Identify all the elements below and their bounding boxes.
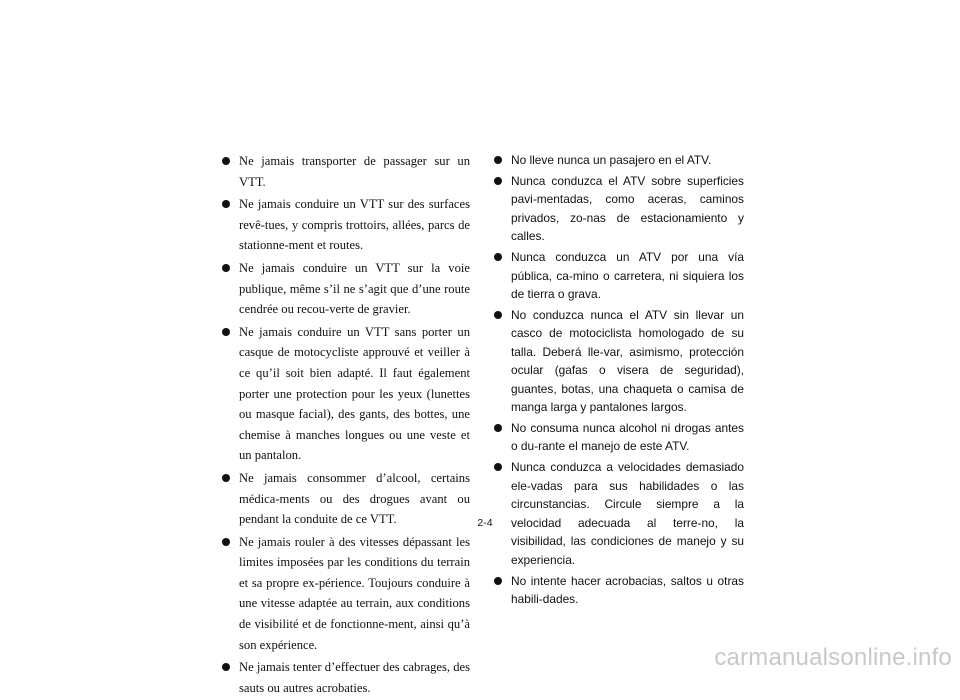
bullet-dot-icon	[222, 157, 230, 165]
spanish-bullet-text: Nunca conduzca a velocidades demasiado ele-vadas para sus habilidades o las circunstancias. Circule siempre a la velocidad adecuada al terre-no, la visibilidad, las condiciones de manejo y su experiencia.	[511, 460, 744, 567]
spanish-bullet-item	[494, 458, 744, 568]
watermark: carmanualsonline.info	[714, 644, 952, 671]
french-bullet-text: Ne jamais conduire un VTT sur des surfaces revê-tues, y compris trottoirs, allées, parcs de stationne-ment et routes.	[239, 197, 470, 253]
french-bullet-item	[222, 151, 470, 192]
spanish-bullet-text: No conduzca nunca el ATV sin llevar un casco de motociclista homologado de su talla. Deberá lle-var, asimismo, protección ocular (gafas o visera de seguridad), guantes, botas, una chaqueta o camisa de manga larga y pantalones largos.	[511, 308, 744, 415]
spanish-bullet-item	[494, 172, 744, 246]
bullet-dot-icon	[494, 311, 502, 319]
french-bullet-text: Ne jamais conduire un VTT sur la voie publique, même s’il ne s’agit que d’une route cendrée ou recou-verte de gravier.	[239, 260, 470, 317]
french-bullet-item	[222, 194, 470, 256]
page-number: 2-4	[477, 517, 493, 529]
french-bullet-text: Ne jamais tenter d’effectuer des cabrages, des sauts ou autres acrobaties.	[239, 660, 470, 695]
bullet-dot-icon	[222, 200, 230, 208]
spanish-bullet-text: No intente hacer acrobacias, saltos u otras habili-dades.	[511, 573, 744, 606]
spanish-bullet-list	[494, 151, 744, 608]
bullet-dot-icon	[222, 538, 230, 546]
bullet-dot-icon	[494, 177, 502, 185]
french-bullet-text: Ne jamais consommer d’alcool, certains médica-ments ou des drogues avant ou pendant la conduite de ce VTT.	[239, 470, 470, 527]
bullet-dot-icon	[494, 424, 502, 432]
bullet-dot-icon	[222, 474, 230, 482]
spanish-bullet-item	[494, 419, 744, 456]
spanish-bullet-text: Nunca conduzca el ATV sobre superficies pavi-mentadas, como aceras, caminos privados, zo-nas de estacionamiento y calles.	[511, 174, 744, 244]
french-bullet-text: Ne jamais rouler à des vitesses dépassant les limites imposées par les conditions du terrain et sa propre ex-périence. Toujours conduire à une vitesse adaptée au terrain, aux conditions de visibilité et de fonctionne-ment, ainsi qu’à son expérience.	[239, 534, 470, 652]
bullet-dot-icon	[494, 577, 502, 585]
spanish-bullet-item	[494, 306, 744, 416]
french-bullet-text: Ne jamais transporter de passager sur un VTT.	[239, 154, 470, 189]
bullet-dot-icon	[222, 264, 230, 272]
spanish-bullet-item	[494, 248, 744, 303]
spanish-bullet-item	[494, 572, 744, 609]
spanish-bullet-text: Nunca conduzca un ATV por una vía pública, ca-mino o carretera, ni siquiera los de tierra o grava.	[511, 250, 744, 302]
bullet-dot-icon	[222, 328, 230, 336]
french-bullet-item	[222, 532, 470, 656]
french-bullet-list	[222, 151, 470, 698]
bullet-dot-icon	[222, 663, 230, 671]
bullet-dot-icon	[494, 463, 502, 471]
french-bullet-item	[222, 258, 470, 320]
french-bullet-item	[222, 468, 470, 530]
french-column	[222, 151, 470, 700]
bullet-dot-icon	[494, 253, 502, 261]
french-bullet-text: Ne jamais conduire un VTT sans porter un casque de motocycliste approuvé et veiller à ce qu’il soit bien adapté. Il faut également porter une protection pour les yeux (lunettes ou masque facial), des gants, des bottes, une chemise à manches longues ou une veste et un pantalon.	[239, 324, 470, 463]
spanish-column	[494, 151, 744, 611]
spanish-bullet-text: No lleve nunca un pasajero en el ATV.	[511, 153, 712, 167]
bullet-dot-icon	[494, 156, 502, 164]
spanish-bullet-item	[494, 151, 744, 169]
spanish-bullet-text: No consuma nunca alcohol ni drogas antes o du-rante el manejo de este ATV.	[511, 421, 744, 454]
french-bullet-item	[222, 322, 470, 466]
